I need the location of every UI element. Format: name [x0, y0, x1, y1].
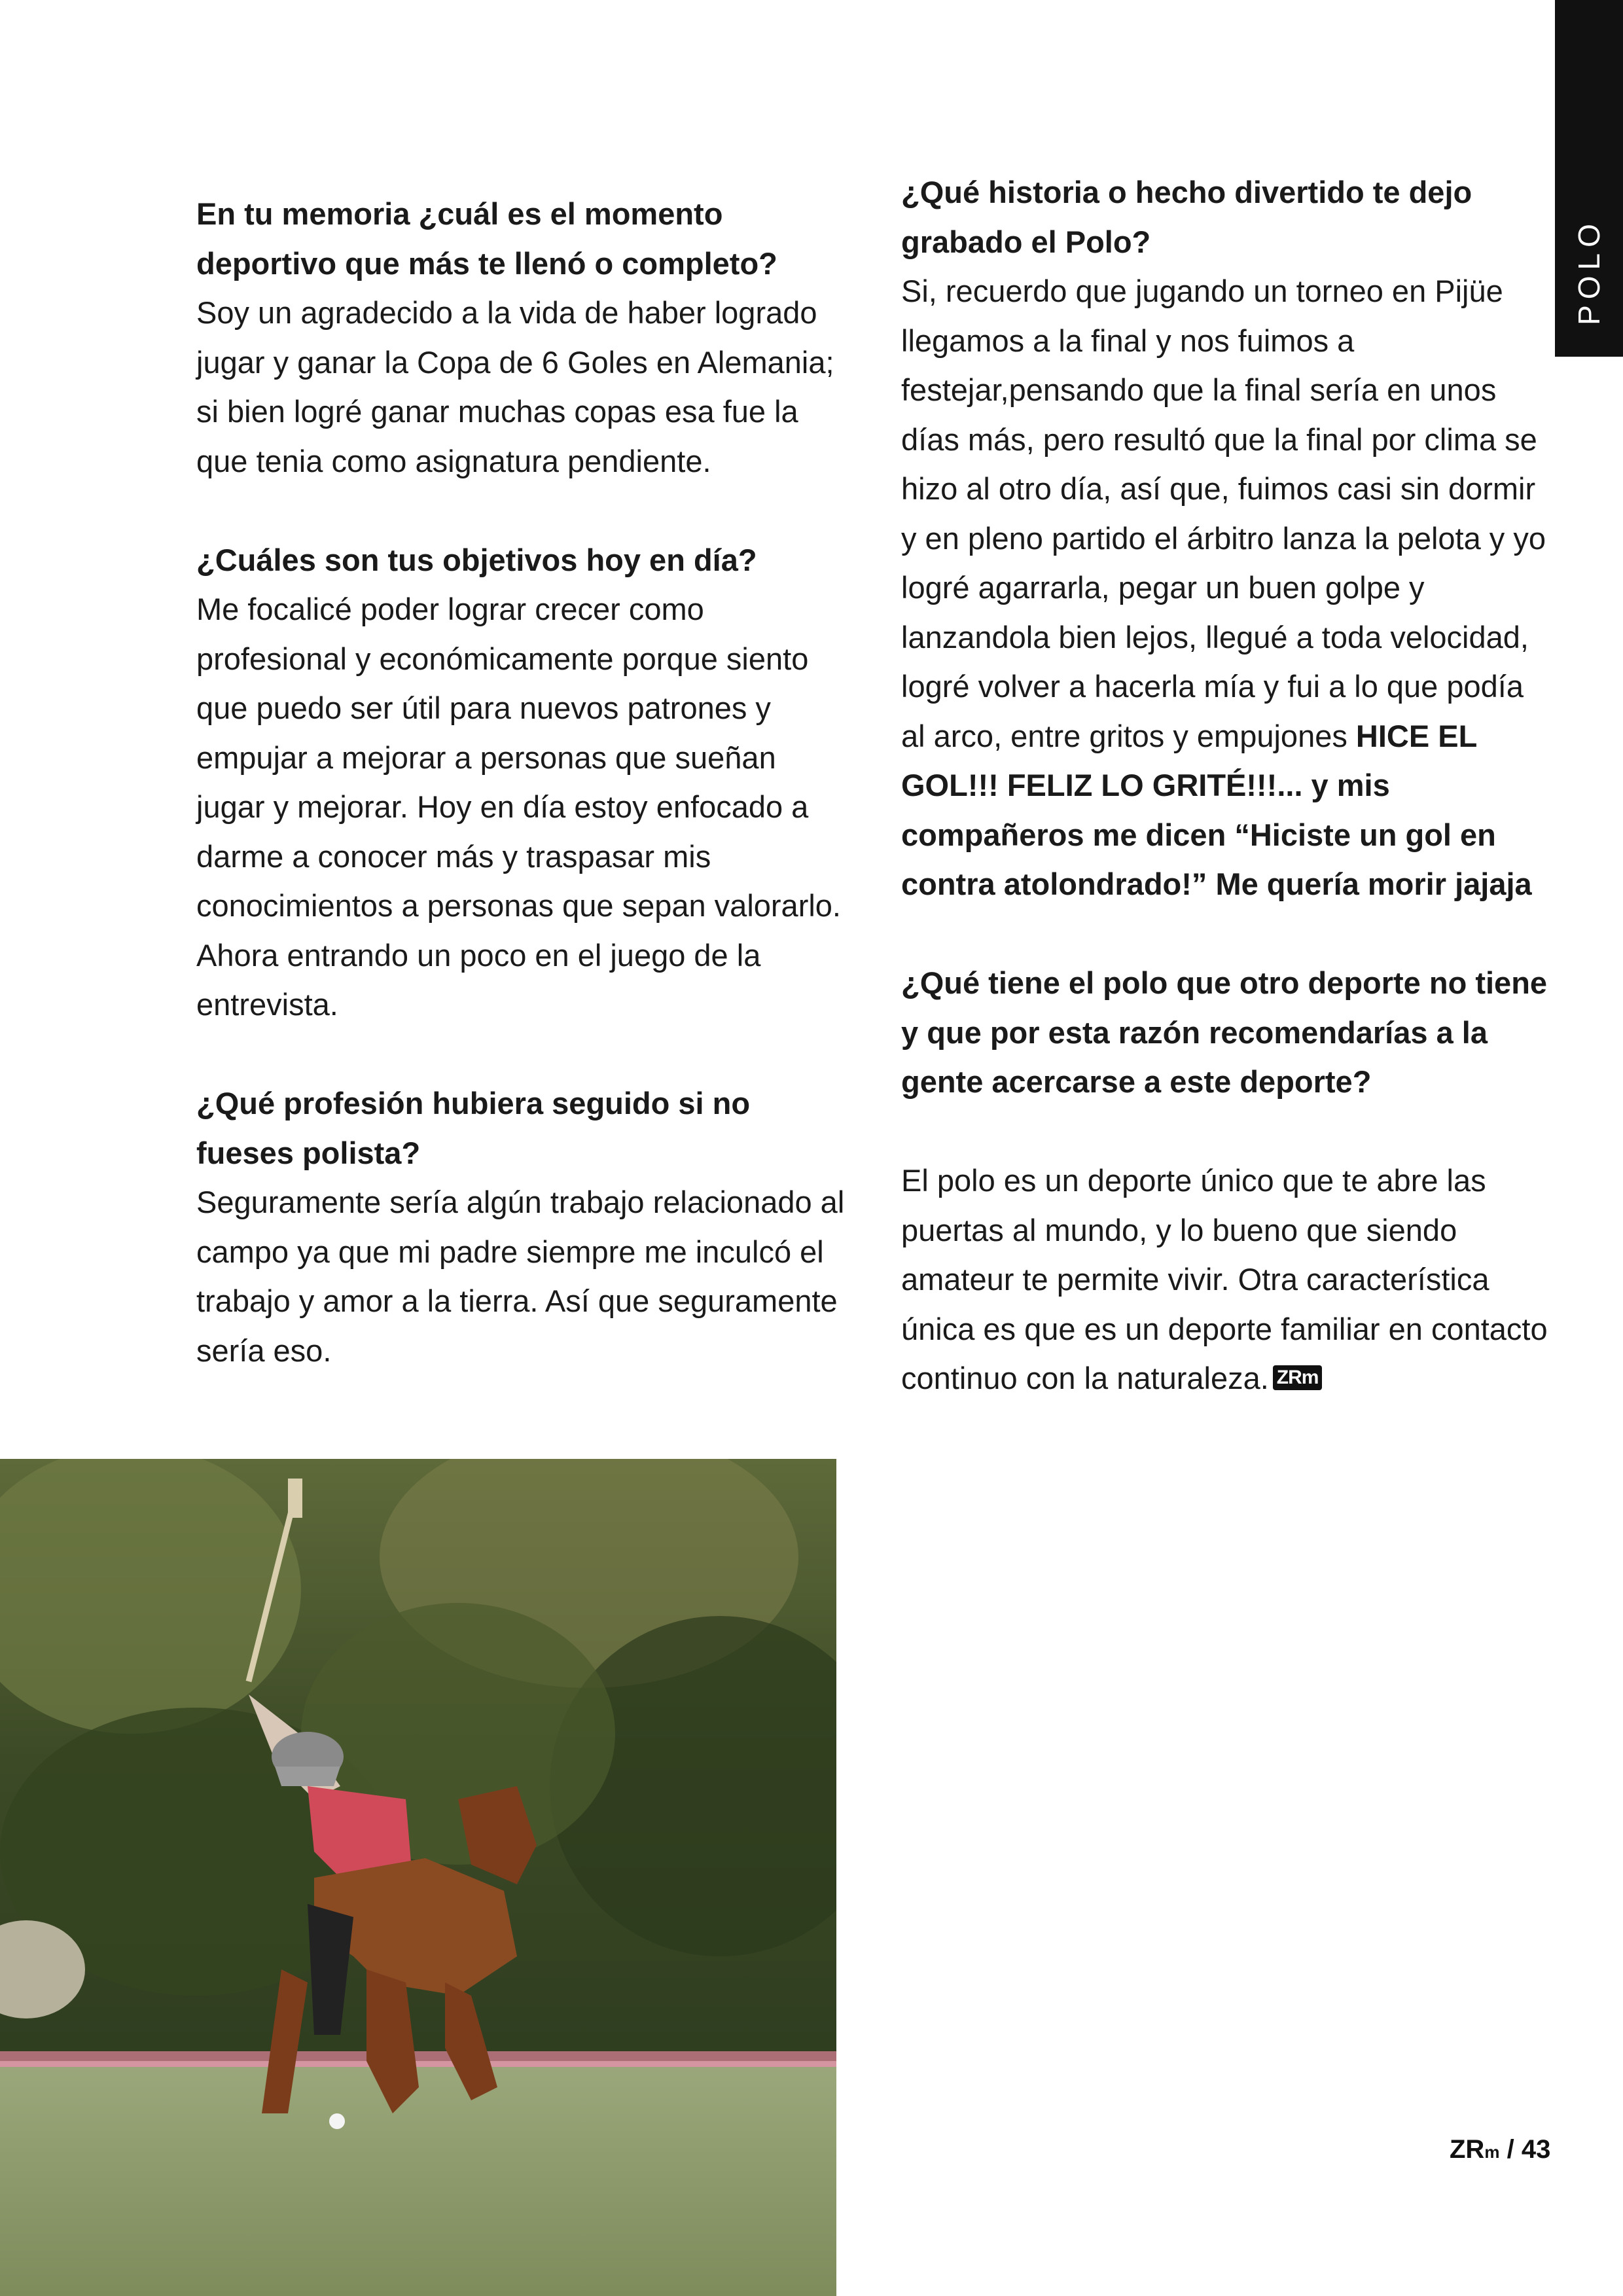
answer-4	[901, 266, 1549, 909]
answer-1: Soy un agradecido a la vida de haber logrado jugar y ganar la Copa de 6 Goles en Alemania; si bien logré ganar muchas copas esa fue la que tenia como asignatura pendiente.	[196, 295, 834, 478]
answer-3: Seguramente sería algún trabajo relacionado al campo ya que mi padre siempre me inculcó el trabajo y amor a la tierra. Así que seguramente sería eso.	[196, 1185, 845, 1368]
footer-brand: ZR	[1450, 2135, 1485, 2164]
question-1: En tu memoria ¿cuál es el momento deportivo que más te llenó o completo?	[196, 196, 777, 281]
answer-5-text: El polo es un deporte único que te abre las puertas al mundo, y lo bueno que siendo amateur te permite vivir. Otra característica única es que es un deporte familiar en contacto continuo con la naturaleza.	[901, 1163, 1548, 1395]
section-label: POLO	[1572, 218, 1606, 325]
question-2: ¿Cuáles son tus objetivos hoy en día?	[196, 542, 757, 577]
answer-4-text: Si, recuerdo que jugando un torneo en Pijüe llegamos a la final y nos fuimos a festejar,pensando que la final sería en unos días más, pero resultó que la final por clima se hizo al otro día, así que, fuimos casi sin dormir y en pleno partido el árbitro lanza la pelota y yo logré agarrarla, pegar un buen golpe y lanzandola bien lejos, llegué a toda velocidad, logré volver a hacerla mía y fui a lo que podía al arco, entre gritos y empujones	[901, 274, 1546, 753]
section-tab	[1555, 0, 1623, 357]
footer-separator: /	[1507, 2135, 1514, 2164]
answer-4-highlight: HICE EL GOL!!! FELIZ LO GRITÉ!!!... y mis compañeros me dicen “Hiciste un gol en contra atolondrado!” Me quería morir jajaja	[901, 718, 1532, 901]
end-logo: ZRm	[1273, 1365, 1323, 1390]
question-4: ¿Qué historia o hecho divertido te dejo grabado el Polo?	[901, 175, 1472, 259]
answer-2: Me focalicé poder lograr crecer como profesional y económicamente porque siento que puedo ser útil para nuevos patrones y empujar a mejorar a personas que sueñan jugar y mejorar. Hoy en día estoy enfocado a darme a conocer más y traspasar mis conocimientos a personas que sepan valorarlo. Ahora entrando un poco en el juego de la entrevista.	[196, 592, 841, 1022]
answer-5	[901, 1156, 1549, 1403]
page-footer	[1450, 2135, 1550, 2164]
polo-player-photo	[0, 1459, 836, 2296]
page-number: 43	[1521, 2135, 1551, 2164]
right-column	[901, 168, 1549, 1403]
question-5: ¿Qué tiene el polo que otro deporte no tiene y que por esta razón recomendarías a la gente acercarse a este deporte?	[901, 965, 1548, 1099]
footer-brand-suffix: m	[1484, 2142, 1500, 2162]
question-3: ¿Qué profesión hubiera seguido si no fueses polista?	[196, 1086, 751, 1170]
left-column	[196, 189, 851, 1375]
